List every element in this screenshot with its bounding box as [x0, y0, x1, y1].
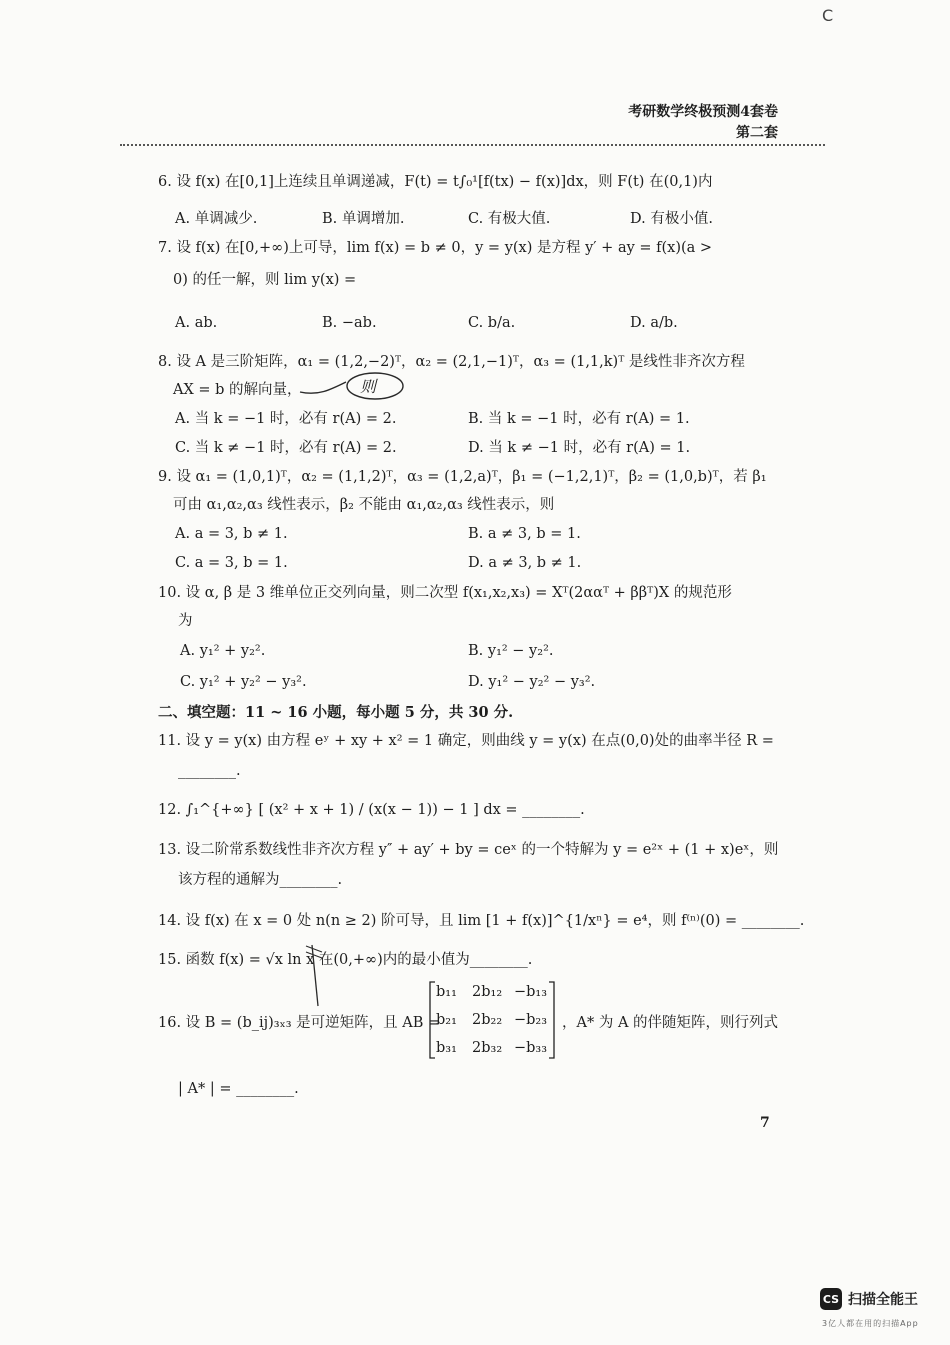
question-10-stem: 10. 设 α, β 是 3 维单位正交列向量，则二次型 f(x₁,x₂,x₃) = Xᵀ(2ααᵀ + ββᵀ)X 的规范形 — [158, 585, 732, 601]
handwriting-note: 则 — [360, 377, 377, 396]
question-8-stem-line2: AX = b 的解向量， — [173, 382, 302, 398]
matrix-cell-32: 2b₃₂ — [472, 1040, 503, 1056]
header-title: 考研数学终极预测4套卷 — [628, 104, 778, 120]
handwriting-arrow-stroke — [300, 382, 346, 393]
matrix-cell-33: −b₃₃ — [514, 1040, 548, 1056]
section-2-heading: 二、填空题：11 ~ 16 小题，每小题 5 分，共 30 分. — [158, 704, 514, 721]
scanner-watermark — [820, 1288, 918, 1310]
question-7-option-d: D. a/b. — [630, 315, 678, 331]
question-7-option-c: C. b/a. — [468, 315, 516, 331]
question-10-stem-line2: 为 — [178, 613, 193, 629]
question-10-option-b: B. y₁² − y₂². — [468, 643, 554, 659]
question-14-line1: 14. 设 f(x) 在 x = 0 处 n(n ≥ 2) 阶可导，且 lim [1 + f(x)]^{1/xⁿ} = e⁴，则 f⁽ⁿ⁾(0) = ________. — [158, 913, 805, 929]
question-8-option-d: D. 当 k ≠ −1 时，必有 r(A) = 1. — [468, 440, 691, 456]
question-16-line2: | A* | = ________. — [178, 1081, 299, 1097]
scanner-app-name: 扫描全能王 — [848, 1292, 918, 1308]
corner-mark: C — [822, 6, 834, 25]
question-6-stem: 6. 设 f(x) 在[0,1]上连续且单调递减，F(t) = t∫₀¹[f(tx) − f(x)]dx，则 F(t) 在(0,1)内 — [158, 174, 713, 190]
question-6-option-d: D. 有极小值. — [630, 211, 713, 227]
question-8-option-a: A. 当 k = −1 时，必有 r(A) = 2. — [175, 411, 397, 427]
header-subtitle: 第二套 — [736, 125, 778, 141]
question-8-option-b: B. 当 k = −1 时，必有 r(A) = 1. — [468, 411, 690, 427]
question-6-option-a: A. 单调减少. — [175, 211, 258, 227]
question-10-option-a: A. y₁² + y₂². — [180, 643, 266, 659]
question-9-option-d: D. a ≠ 3, b ≠ 1. — [468, 555, 582, 571]
question-7-option-a: A. ab. — [175, 315, 218, 331]
matrix-cell-31: b₃₁ — [436, 1040, 457, 1056]
question-8-option-c: C. 当 k ≠ −1 时，必有 r(A) = 2. — [175, 440, 397, 456]
cs-logo-icon: CS — [820, 1288, 842, 1310]
matrix-cell-22: 2b₂₂ — [472, 1012, 503, 1028]
question-8-stem: 8. 设 A 是三阶矩阵，α₁ = (1,2,−2)ᵀ，α₂ = (2,1,−1)ᵀ，α₃ = (1,1,k)ᵀ 是线性非齐次方程 — [158, 354, 745, 370]
question-6-option-b: B. 单调增加. — [322, 211, 405, 227]
question-16-line1: 16. 设 B = (b_ij)₃ₓ₃ 是可逆矩阵，且 AB = — [158, 1015, 441, 1031]
question-9-option-c: C. a = 3, b = 1. — [175, 555, 288, 571]
question-16-after-matrix: ，A* 为 A 的伴随矩阵，则行列式 — [562, 1015, 779, 1031]
question-11-blank: ________. — [178, 763, 241, 779]
question-9-stem-line2: 可由 α₁,α₂,α₃ 线性表示，β₂ 不能由 α₁,α₂,α₃ 线性表示，则 — [173, 497, 555, 513]
question-10-option-d: D. y₁² − y₂² − y₃². — [468, 674, 596, 690]
matrix-cell-23: −b₂₃ — [514, 1012, 548, 1028]
question-7-option-b: B. −ab. — [322, 315, 377, 331]
question-9-stem: 9. 设 α₁ = (1,0,1)ᵀ，α₂ = (1,1,2)ᵀ，α₃ = (1,2,a)ᵀ，β₁ = (−1,2,1)ᵀ，β₂ = (1,0,b)ᵀ，若 β₁ — [158, 469, 767, 485]
question-15-line1: 15. 函数 f(x) = √x ln x 在(0,+∞)内的最小值为________. — [158, 952, 533, 968]
matrix-cell-11: b₁₁ — [436, 984, 457, 1000]
handwriting-scribble — [306, 946, 322, 958]
matrix-cell-13: −b₁₃ — [514, 984, 548, 1000]
question-12-line1: 12. ∫₁^{+∞} [ (x² + x + 1) / (x(x − 1)) − 1 ] dx = ________. — [158, 802, 585, 818]
question-13-line2: 该方程的通解为________. — [178, 872, 343, 888]
question-13-line1: 13. 设二阶常系数线性非齐次方程 y″ + ay′ + by = ceˣ 的一个特解为 y = e²ˣ + (1 + x)eˣ，则 — [158, 842, 779, 858]
question-6-option-c: C. 有极大值. — [468, 211, 551, 227]
question-7-stem-line2: 0) 的任一解，则 lim y(x) = — [173, 272, 357, 288]
question-9-option-a: A. a = 3, b ≠ 1. — [175, 526, 288, 542]
page-number: 7 — [760, 1115, 770, 1131]
question-10-option-c: C. y₁² + y₂² − y₃². — [180, 674, 307, 690]
question-9-option-b: B. a ≠ 3, b = 1. — [468, 526, 581, 542]
matrix-cell-12: 2b₁₂ — [472, 984, 503, 1000]
question-11-line1: 11. 设 y = y(x) 由方程 eʸ + xy + x² = 1 确定，则曲线 y = y(x) 在点(0,0)处的曲率半径 R = — [158, 733, 774, 749]
matrix-cell-21: b₂₁ — [436, 1012, 457, 1028]
question-7-stem: 7. 设 f(x) 在[0,+∞)上可导，lim f(x) = b ≠ 0，y = y(x) 是方程 y′ + ay = f(x)(a > — [158, 240, 713, 256]
scanner-app-tagline: 3亿人都在用的扫描App — [822, 1319, 919, 1328]
